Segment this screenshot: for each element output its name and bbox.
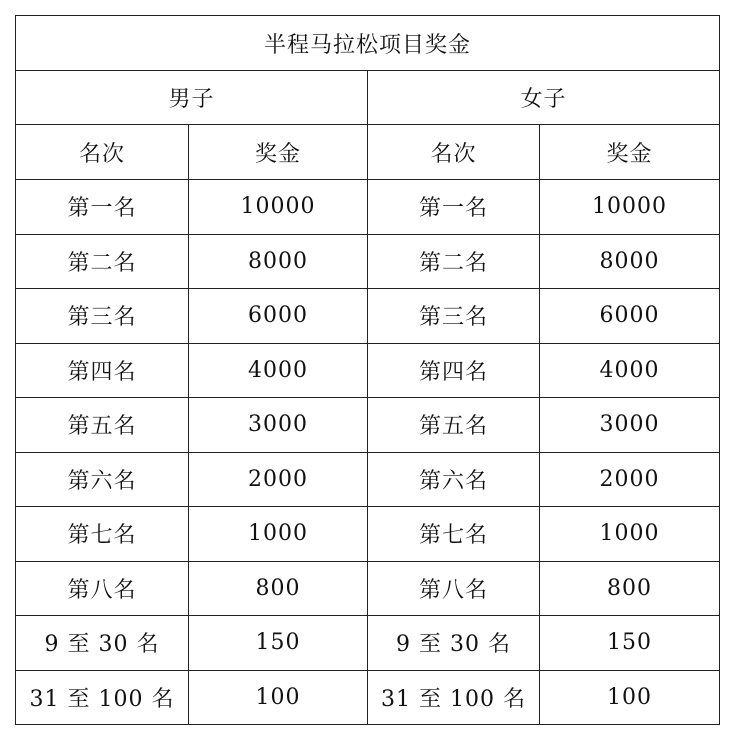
men-rank-cell: 第四名 [16,343,189,398]
men-prize-cell: 8000 [189,234,368,289]
women-prize-cell: 3000 [540,398,720,453]
men-prize-cell: 150 [189,616,368,671]
women-prize-cell: 6000 [540,289,720,344]
men-prize-cell: 2000 [189,452,368,507]
men-prize-cell: 3000 [189,398,368,453]
women-prize-cell: 2000 [540,452,720,507]
table-row [16,234,720,289]
group-header-men: 男子 [16,71,368,125]
men-rank-cell: 第八名 [16,561,189,616]
title-row [16,16,720,71]
women-prize-cell: 1000 [540,507,720,562]
men-rank-cell: 9 至 30 名 [16,616,189,671]
men-rank-cell: 31 至 100 名 [16,670,189,725]
table-row [16,289,720,344]
column-header-women-prize: 奖金 [540,125,720,180]
men-prize-cell: 6000 [189,289,368,344]
men-prize-cell: 800 [189,561,368,616]
women-rank-cell: 第一名 [368,180,540,235]
table-row [16,670,720,725]
group-header-women: 女子 [368,71,720,125]
men-prize-cell: 100 [189,670,368,725]
women-rank-cell: 第二名 [368,234,540,289]
women-rank-cell: 第六名 [368,452,540,507]
men-rank-cell: 第一名 [16,180,189,235]
men-rank-cell: 第三名 [16,289,189,344]
women-rank-cell: 第五名 [368,398,540,453]
women-rank-cell: 31 至 100 名 [368,670,540,725]
men-rank-cell: 第七名 [16,507,189,562]
women-rank-cell: 第四名 [368,343,540,398]
column-header-women-rank: 名次 [368,125,540,180]
men-rank-cell: 第六名 [16,452,189,507]
men-prize-cell: 10000 [189,180,368,235]
table-row [16,561,720,616]
group-header-row [16,71,720,125]
table-row [16,343,720,398]
table-row [16,398,720,453]
column-header-row [16,125,720,180]
column-header-men-rank: 名次 [16,125,189,180]
women-rank-cell: 第七名 [368,507,540,562]
women-rank-cell: 9 至 30 名 [368,616,540,671]
women-rank-cell: 第三名 [368,289,540,344]
men-prize-cell: 4000 [189,343,368,398]
prize-table [15,15,720,725]
prize-table-body [16,16,720,725]
women-prize-cell: 10000 [540,180,720,235]
men-rank-cell: 第五名 [16,398,189,453]
table-row [16,507,720,562]
women-prize-cell: 4000 [540,343,720,398]
women-prize-cell: 800 [540,561,720,616]
men-prize-cell: 1000 [189,507,368,562]
women-prize-cell: 8000 [540,234,720,289]
table-row [16,180,720,235]
table-title: 半程马拉松项目奖金 [16,16,720,71]
table-row [16,616,720,671]
women-prize-cell: 150 [540,616,720,671]
women-prize-cell: 100 [540,670,720,725]
column-header-men-prize: 奖金 [189,125,368,180]
women-rank-cell: 第八名 [368,561,540,616]
men-rank-cell: 第二名 [16,234,189,289]
table-row [16,452,720,507]
